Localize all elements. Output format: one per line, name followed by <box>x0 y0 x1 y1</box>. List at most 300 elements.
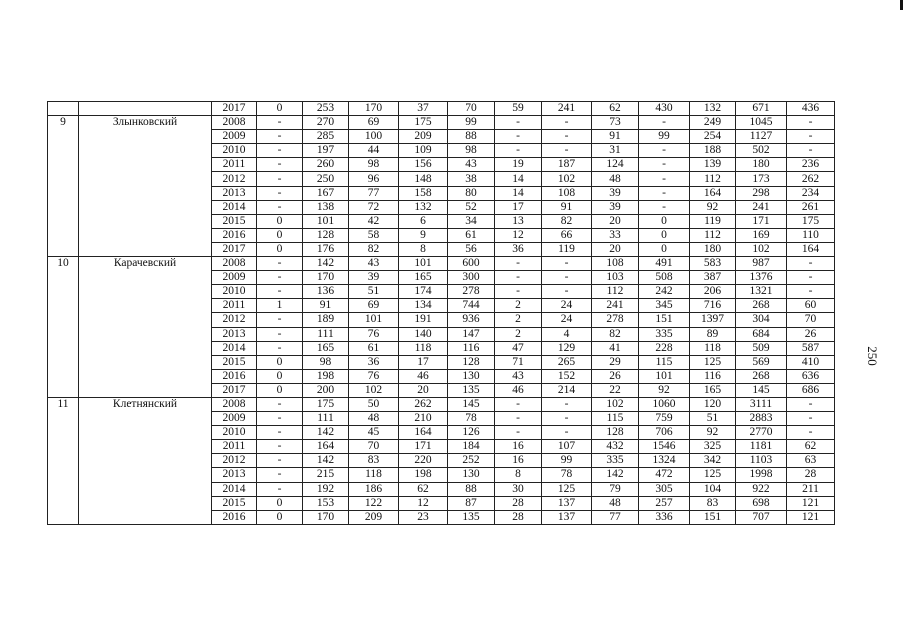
value-cell: 158 <box>399 186 448 200</box>
value-cell: 165 <box>399 271 448 285</box>
year-cell: 2016 <box>212 228 257 242</box>
value-cell: 108 <box>542 186 592 200</box>
value-cell: - <box>542 257 592 271</box>
value-cell: 112 <box>592 285 639 299</box>
value-cell: 387 <box>690 271 736 285</box>
value-cell: - <box>542 285 592 299</box>
value-cell: 209 <box>399 130 448 144</box>
value-cell: 265 <box>542 355 592 369</box>
value-cell: - <box>787 130 835 144</box>
value-cell: 24 <box>542 299 592 313</box>
value-cell: 73 <box>592 116 639 130</box>
value-cell: 101 <box>399 257 448 271</box>
value-cell: 82 <box>592 327 639 341</box>
value-cell: 137 <box>542 496 592 510</box>
value-cell: 13 <box>495 214 542 228</box>
year-cell: 2012 <box>212 172 257 186</box>
value-cell: 260 <box>303 158 349 172</box>
value-cell: 130 <box>448 468 495 482</box>
value-cell: 305 <box>639 482 690 496</box>
table-row <box>48 102 835 116</box>
value-cell: - <box>639 186 690 200</box>
value-cell: 83 <box>690 496 736 510</box>
value-cell: 198 <box>303 369 349 383</box>
value-cell: - <box>787 412 835 426</box>
year-cell: 2012 <box>212 454 257 468</box>
value-cell: 325 <box>690 440 736 454</box>
value-cell: 180 <box>736 158 787 172</box>
value-cell: 70 <box>448 102 495 116</box>
value-cell: - <box>495 285 542 299</box>
year-cell: 2009 <box>212 412 257 426</box>
value-cell: 1181 <box>736 440 787 454</box>
value-cell: 1397 <box>690 313 736 327</box>
value-cell: 28 <box>495 496 542 510</box>
value-cell: 26 <box>787 327 835 341</box>
value-cell: - <box>787 426 835 440</box>
value-cell: 46 <box>495 383 542 397</box>
value-cell: 192 <box>303 482 349 496</box>
value-cell: 125 <box>690 468 736 482</box>
value-cell: 77 <box>592 510 639 524</box>
value-cell: 509 <box>736 341 787 355</box>
value-cell: 51 <box>690 412 736 426</box>
value-cell: 43 <box>495 369 542 383</box>
value-cell: - <box>787 285 835 299</box>
value-cell: 2 <box>495 313 542 327</box>
year-cell: 2014 <box>212 200 257 214</box>
year-cell: 2012 <box>212 313 257 327</box>
value-cell: 128 <box>303 228 349 242</box>
value-cell: 6 <box>399 214 448 228</box>
value-cell: - <box>257 200 303 214</box>
value-cell: 87 <box>448 496 495 510</box>
value-cell: 335 <box>592 454 639 468</box>
value-cell: 249 <box>690 116 736 130</box>
value-cell: 115 <box>639 355 690 369</box>
value-cell: 241 <box>592 299 639 313</box>
value-cell: 164 <box>303 440 349 454</box>
value-cell: 220 <box>399 454 448 468</box>
value-cell: 139 <box>690 158 736 172</box>
value-cell: 170 <box>349 102 399 116</box>
value-cell: - <box>542 412 592 426</box>
value-cell: 180 <box>690 242 736 256</box>
value-cell: 191 <box>399 313 448 327</box>
value-cell: 148 <box>399 172 448 186</box>
table-row <box>48 257 835 271</box>
value-cell: 52 <box>448 200 495 214</box>
value-cell: 298 <box>736 186 787 200</box>
value-cell: 164 <box>787 242 835 256</box>
value-cell: 1321 <box>736 285 787 299</box>
value-cell: 241 <box>736 200 787 214</box>
value-cell: 132 <box>399 200 448 214</box>
value-cell: 508 <box>639 271 690 285</box>
value-cell: 119 <box>690 214 736 228</box>
value-cell: 189 <box>303 313 349 327</box>
value-cell: 111 <box>303 327 349 341</box>
value-cell: 215 <box>303 468 349 482</box>
district-name-cell: Карачевский <box>79 257 212 398</box>
value-cell: 169 <box>736 228 787 242</box>
value-cell: 234 <box>787 186 835 200</box>
value-cell: 936 <box>448 313 495 327</box>
value-cell: 4 <box>542 327 592 341</box>
value-cell: 257 <box>639 496 690 510</box>
value-cell: - <box>257 412 303 426</box>
value-cell: 134 <box>399 299 448 313</box>
value-cell: 278 <box>448 285 495 299</box>
value-cell: 39 <box>349 271 399 285</box>
value-cell: 200 <box>303 383 349 397</box>
value-cell: 99 <box>448 116 495 130</box>
value-cell: 71 <box>495 355 542 369</box>
value-cell: 33 <box>592 228 639 242</box>
year-cell: 2010 <box>212 285 257 299</box>
value-cell: 66 <box>542 228 592 242</box>
value-cell: 0 <box>639 214 690 228</box>
value-cell: 111 <box>303 412 349 426</box>
value-cell: - <box>495 412 542 426</box>
value-cell: 140 <box>399 327 448 341</box>
value-cell: 147 <box>448 327 495 341</box>
value-cell: 491 <box>639 257 690 271</box>
group-number-cell: 10 <box>48 257 79 398</box>
value-cell: 987 <box>736 257 787 271</box>
value-cell: 210 <box>399 412 448 426</box>
value-cell: - <box>542 426 592 440</box>
value-cell: 62 <box>787 440 835 454</box>
value-cell: - <box>787 271 835 285</box>
value-cell: 92 <box>690 200 736 214</box>
value-cell: 108 <box>592 257 639 271</box>
value-cell: 151 <box>690 510 736 524</box>
value-cell: 1376 <box>736 271 787 285</box>
value-cell: 76 <box>349 369 399 383</box>
value-cell: 92 <box>690 426 736 440</box>
value-cell: 132 <box>690 102 736 116</box>
value-cell: 69 <box>349 299 399 313</box>
value-cell: 118 <box>399 341 448 355</box>
value-cell: 102 <box>349 383 399 397</box>
value-cell: 142 <box>303 454 349 468</box>
value-cell: 206 <box>690 285 736 299</box>
value-cell: 76 <box>349 327 399 341</box>
year-cell: 2014 <box>212 341 257 355</box>
value-cell: 0 <box>257 355 303 369</box>
table-body <box>48 102 835 525</box>
district-name-cell <box>79 102 212 116</box>
year-cell: 2014 <box>212 482 257 496</box>
value-cell: 102 <box>542 172 592 186</box>
value-cell: 48 <box>592 496 639 510</box>
year-cell: 2008 <box>212 116 257 130</box>
value-cell: 41 <box>592 341 639 355</box>
value-cell: 34 <box>448 214 495 228</box>
value-cell: 12 <box>495 228 542 242</box>
value-cell: 135 <box>448 383 495 397</box>
value-cell: 142 <box>592 468 639 482</box>
value-cell: - <box>495 397 542 411</box>
value-cell: 72 <box>349 200 399 214</box>
value-cell: 83 <box>349 454 399 468</box>
value-cell: - <box>257 271 303 285</box>
value-cell: 48 <box>592 172 639 186</box>
value-cell: - <box>542 271 592 285</box>
value-cell: 120 <box>690 397 736 411</box>
value-cell: - <box>639 172 690 186</box>
value-cell: 9 <box>399 228 448 242</box>
value-cell: 187 <box>542 158 592 172</box>
value-cell: 89 <box>690 327 736 341</box>
group-number-cell <box>48 102 79 116</box>
value-cell: 188 <box>690 144 736 158</box>
value-cell: 0 <box>257 383 303 397</box>
value-cell: - <box>257 257 303 271</box>
value-cell: 36 <box>495 242 542 256</box>
value-cell: 96 <box>349 172 399 186</box>
value-cell: 62 <box>399 482 448 496</box>
value-cell: 135 <box>448 510 495 524</box>
value-cell: 130 <box>448 369 495 383</box>
value-cell: 174 <box>399 285 448 299</box>
year-cell: 2010 <box>212 144 257 158</box>
value-cell: 104 <box>690 482 736 496</box>
value-cell: - <box>257 482 303 496</box>
value-cell: - <box>787 116 835 130</box>
value-cell: 142 <box>303 426 349 440</box>
value-cell: 36 <box>349 355 399 369</box>
value-cell: - <box>257 116 303 130</box>
value-cell: 78 <box>542 468 592 482</box>
value-cell: 101 <box>349 313 399 327</box>
value-cell: 0 <box>257 496 303 510</box>
value-cell: 31 <box>592 144 639 158</box>
value-cell: 80 <box>448 186 495 200</box>
value-cell: 152 <box>542 369 592 383</box>
value-cell: 170 <box>303 271 349 285</box>
value-cell: 91 <box>542 200 592 214</box>
value-cell: 145 <box>448 397 495 411</box>
value-cell: 1127 <box>736 130 787 144</box>
value-cell: 436 <box>787 102 835 116</box>
value-cell: 128 <box>448 355 495 369</box>
value-cell: - <box>257 313 303 327</box>
value-cell: 63 <box>787 454 835 468</box>
value-cell: 61 <box>349 341 399 355</box>
value-cell: - <box>495 426 542 440</box>
value-cell: 671 <box>736 102 787 116</box>
value-cell: 0 <box>639 228 690 242</box>
value-cell: 278 <box>592 313 639 327</box>
value-cell: 151 <box>639 313 690 327</box>
value-cell: 410 <box>787 355 835 369</box>
value-cell: 60 <box>787 299 835 313</box>
value-cell: 112 <box>690 172 736 186</box>
value-cell: 345 <box>639 299 690 313</box>
value-cell: 176 <box>303 242 349 256</box>
value-cell: 600 <box>448 257 495 271</box>
value-cell: 268 <box>736 299 787 313</box>
value-cell: 184 <box>448 440 495 454</box>
value-cell: 124 <box>592 158 639 172</box>
value-cell: - <box>257 172 303 186</box>
value-cell: 102 <box>592 397 639 411</box>
value-cell: 684 <box>736 327 787 341</box>
value-cell: 88 <box>448 130 495 144</box>
value-cell: 252 <box>448 454 495 468</box>
value-cell: 28 <box>495 510 542 524</box>
value-cell: 175 <box>303 397 349 411</box>
value-cell: 20 <box>592 214 639 228</box>
value-cell: 125 <box>690 355 736 369</box>
value-cell: 102 <box>736 242 787 256</box>
year-cell: 2011 <box>212 158 257 172</box>
value-cell: 145 <box>736 383 787 397</box>
value-cell: 587 <box>787 341 835 355</box>
value-cell: 44 <box>349 144 399 158</box>
value-cell: 109 <box>399 144 448 158</box>
value-cell: 285 <box>303 130 349 144</box>
value-cell: 48 <box>349 412 399 426</box>
value-cell: 82 <box>349 242 399 256</box>
year-cell: 2010 <box>212 426 257 440</box>
value-cell: 122 <box>349 496 399 510</box>
value-cell: 1324 <box>639 454 690 468</box>
value-cell: - <box>257 144 303 158</box>
value-cell: 922 <box>736 482 787 496</box>
value-cell: 198 <box>399 468 448 482</box>
value-cell: 716 <box>690 299 736 313</box>
value-cell: 29 <box>592 355 639 369</box>
value-cell: 121 <box>787 496 835 510</box>
value-cell: 116 <box>690 369 736 383</box>
year-cell: 2017 <box>212 383 257 397</box>
year-cell: 2016 <box>212 369 257 383</box>
value-cell: 24 <box>542 313 592 327</box>
group-number-cell: 9 <box>48 116 79 257</box>
value-cell: 254 <box>690 130 736 144</box>
value-cell: 128 <box>592 426 639 440</box>
value-cell: 88 <box>448 482 495 496</box>
value-cell: 583 <box>690 257 736 271</box>
value-cell: - <box>787 144 835 158</box>
value-cell: 30 <box>495 482 542 496</box>
value-cell: 236 <box>787 158 835 172</box>
year-cell: 2017 <box>212 102 257 116</box>
value-cell: 69 <box>349 116 399 130</box>
value-cell: 14 <box>495 172 542 186</box>
value-cell: 242 <box>639 285 690 299</box>
value-cell: 1998 <box>736 468 787 482</box>
value-cell: 430 <box>639 102 690 116</box>
value-cell: 173 <box>736 172 787 186</box>
value-cell: 138 <box>303 200 349 214</box>
value-cell: 39 <box>592 200 639 214</box>
value-cell: 0 <box>257 510 303 524</box>
value-cell: - <box>639 116 690 130</box>
value-cell: - <box>257 397 303 411</box>
value-cell: 0 <box>257 214 303 228</box>
value-cell: 103 <box>592 271 639 285</box>
page-number: 250 <box>864 346 880 366</box>
value-cell: 91 <box>592 130 639 144</box>
group-number-cell: 11 <box>48 397 79 524</box>
value-cell: 50 <box>349 397 399 411</box>
value-cell: 1 <box>257 299 303 313</box>
value-cell: 12 <box>399 496 448 510</box>
value-cell: 686 <box>787 383 835 397</box>
value-cell: - <box>639 144 690 158</box>
value-cell: 99 <box>639 130 690 144</box>
value-cell: 119 <box>542 242 592 256</box>
value-cell: 175 <box>787 214 835 228</box>
value-cell: 153 <box>303 496 349 510</box>
year-cell: 2015 <box>212 214 257 228</box>
value-cell: 28 <box>787 468 835 482</box>
value-cell: 164 <box>399 426 448 440</box>
value-cell: 61 <box>448 228 495 242</box>
year-cell: 2011 <box>212 299 257 313</box>
value-cell: 43 <box>448 158 495 172</box>
value-cell: - <box>257 426 303 440</box>
value-cell: 125 <box>542 482 592 496</box>
value-cell: 101 <box>639 369 690 383</box>
value-cell: 42 <box>349 214 399 228</box>
value-cell: 1546 <box>639 440 690 454</box>
value-cell: 165 <box>690 383 736 397</box>
value-cell: 214 <box>542 383 592 397</box>
value-cell: 101 <box>303 214 349 228</box>
value-cell: 107 <box>542 440 592 454</box>
year-cell: 2013 <box>212 186 257 200</box>
year-cell: 2011 <box>212 440 257 454</box>
value-cell: 20 <box>399 383 448 397</box>
value-cell: 129 <box>542 341 592 355</box>
value-cell: - <box>639 200 690 214</box>
value-cell: 1103 <box>736 454 787 468</box>
value-cell: 707 <box>736 510 787 524</box>
value-cell: 112 <box>690 228 736 242</box>
value-cell: 336 <box>639 510 690 524</box>
value-cell: 39 <box>592 186 639 200</box>
value-cell: 8 <box>399 242 448 256</box>
value-cell: - <box>257 130 303 144</box>
value-cell: 43 <box>349 257 399 271</box>
value-cell: - <box>495 144 542 158</box>
value-cell: - <box>639 158 690 172</box>
value-cell: 70 <box>349 440 399 454</box>
value-cell: 744 <box>448 299 495 313</box>
value-cell: 17 <box>495 200 542 214</box>
value-cell: 17 <box>399 355 448 369</box>
value-cell: - <box>495 130 542 144</box>
value-cell: - <box>495 271 542 285</box>
year-cell: 2008 <box>212 257 257 271</box>
value-cell: - <box>257 285 303 299</box>
value-cell: 78 <box>448 412 495 426</box>
value-cell: - <box>257 341 303 355</box>
district-name-cell: Клетнянский <box>79 397 212 524</box>
value-cell: 2883 <box>736 412 787 426</box>
table-row <box>48 397 835 411</box>
value-cell: - <box>257 158 303 172</box>
value-cell: 77 <box>349 186 399 200</box>
value-cell: 82 <box>542 214 592 228</box>
value-cell: 59 <box>495 102 542 116</box>
year-cell: 2015 <box>212 355 257 369</box>
